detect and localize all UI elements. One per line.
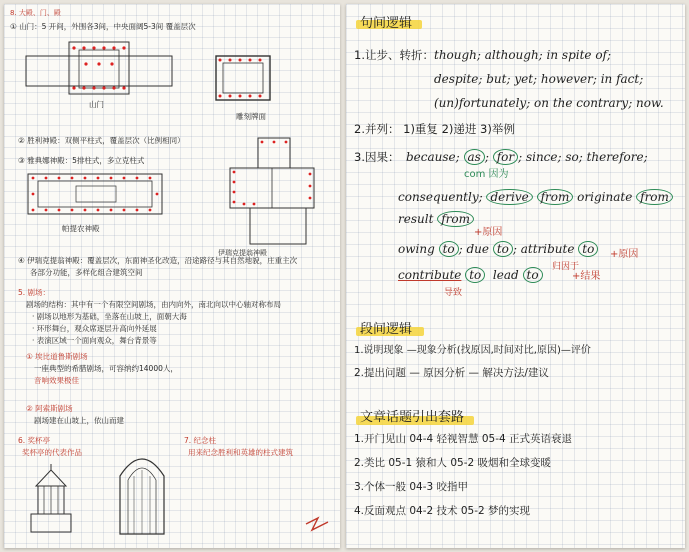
note-item-3: ③ 雅典娜神殿：5排柱式，多立克柱式 [18, 156, 145, 165]
causal-note-2: +原因 [474, 227, 503, 238]
section-title-sentence-logic: 句间逻辑 [360, 16, 413, 31]
causal-note-5: 导致 [444, 288, 463, 298]
note-item-7: 7. 纪念柱 [184, 436, 217, 445]
concession-line-2: despite; but; yet; however; in fact; [434, 72, 644, 86]
section-title-topic-openers: 文章话题引出套路 [360, 410, 465, 425]
note-item-5-sub-1-body2: 音响效果极佳 [34, 376, 79, 385]
parallel-line: 2.并列： 1)重复 2)递进 3)举例 [354, 122, 515, 136]
note-item-4: ④ 伊瑞克提翁神殿：覆盖层次，东面神圣化改造，沿途路径与其自然地貌，庄重主次 [18, 256, 298, 265]
note-item-1: ① 山门：5 开间，外围各3间，中央面阔5-3间 覆盖层次 [10, 22, 196, 31]
concession-number: 1.让步、转折： [354, 48, 434, 62]
topic-opener-1: 1.开门见山 04-4 轻视智慧 05-4 正式英语衰退 [354, 433, 573, 445]
note-item-6: 6. 奖杯亭 [18, 436, 51, 445]
note-item-7-body: 用来纪念胜利和英雄的柱式建筑 [188, 448, 293, 457]
relief-plan-sketch [214, 54, 274, 109]
gate-plan-sketch [24, 38, 174, 98]
causal-line-4: owing to ; due to ; attribute to [398, 242, 598, 256]
red-scribble-mark [304, 514, 334, 534]
causal-note-1: com 因为 [464, 169, 509, 180]
paragraph-logic-1: 1.说明现象 —现象分析(找原因,时间对比,原因)—评价 [354, 345, 591, 356]
erechtheion-plan-sketch [218, 134, 326, 254]
gate-caption: 山门 [89, 100, 104, 109]
note-item-5-sub-2: ② 阿索斯剧场 [26, 404, 73, 413]
paragraph-logic-2: 2.提出问题 — 原因分析 — 解决方法/建议 [354, 367, 549, 379]
topic-opener-2: 2.类比 05-1 猿和人 05-2 吸烟和全球变暖 [354, 457, 552, 469]
concession-line-1: though; although; in spite of; [434, 48, 612, 62]
causal-line-2: consequently; derive from originate from [398, 190, 673, 204]
right-notebook-page [346, 4, 685, 548]
left-notebook-page [4, 4, 340, 548]
note-item-2: ② 胜利神殿：双侧平柱式，覆盖层次（比例相同） [18, 136, 185, 145]
note-item-5-sub-2-body: 剧场建在山坡上，依山而建 [34, 416, 124, 425]
note-item-4b: 各部分功能，多样化组合建筑空间 [30, 268, 143, 277]
temple-caption: 帕提农神殿 [62, 224, 100, 233]
causal-line-5: contribute to lead to [398, 268, 543, 282]
causal-note-3b: 归因于 [552, 262, 580, 272]
relief-caption: 雕刻牌面 [236, 112, 266, 121]
topic-opener-3: 3.个体一般 04-3 咬指甲 [354, 481, 469, 493]
monument-sketch [26, 464, 76, 536]
note-item-5-sub-1: ① 埃比道鲁斯剧场 [26, 352, 88, 361]
temple-plan-sketch [26, 172, 166, 220]
note-item-5-sub-1-body: 一座典型的希腊剧场，可容纳约14000人， [34, 364, 178, 373]
section-title-paragraph-logic: 段间逻辑 [360, 322, 413, 337]
column-sketch [112, 446, 172, 536]
note-item-5-bullet-2: · 环形舞台，观众席逐层升高向外延展 [32, 324, 157, 333]
causal-note-4: +结果 [572, 271, 601, 282]
note-item-5-body: 剧场的结构：其中有一个有限空间剧场，由内向外，南北向以中心轴对称布局 [26, 300, 281, 309]
page-header: 8. 大殿、门、殿 [10, 9, 61, 17]
note-item-5-bullet-1: · 剧场以地形为基础，坐落在山坡上，面朝大海 [32, 312, 187, 321]
note-item-5-heading: 5. 剧场： [18, 288, 51, 297]
erechtheion-caption: 伊瑞克提翁神殿 [218, 249, 267, 257]
causal-line-1: because; as ; for ; since; so; therefore; [406, 150, 648, 164]
note-item-6-body: 奖杯亭的代表作品 [22, 448, 82, 457]
topic-opener-4: 4.反面观点 04-2 技术 05-2 梦的实现 [354, 505, 531, 517]
causal-line-3: result from [398, 212, 474, 226]
causal-label: 3.因果： [354, 150, 400, 164]
causal-note-3: +原因 [610, 249, 639, 260]
concession-line-3: (un)fortunately; on the contrary; now. [434, 96, 664, 110]
note-item-5-bullet-3: · 表演区域一个面向观众，舞台背景等 [32, 336, 157, 345]
